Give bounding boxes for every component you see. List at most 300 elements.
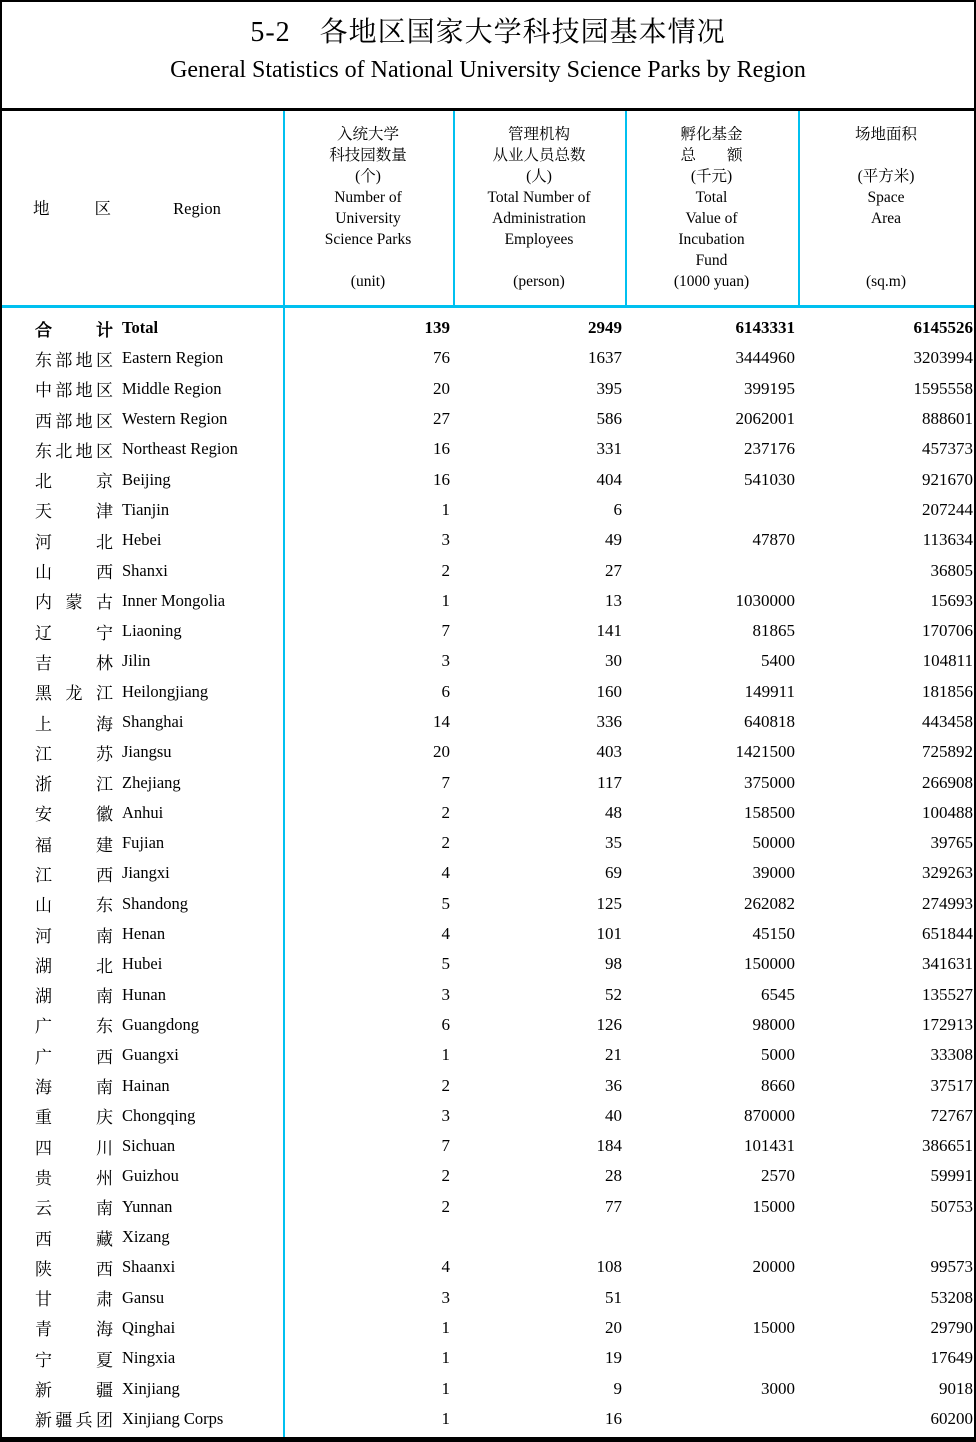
- table-row: [2, 1283, 974, 1313]
- region-name-en: Shanghai: [122, 712, 184, 731]
- region-name-en: Guizhou: [122, 1166, 179, 1186]
- region-cell: [2, 1194, 283, 1219]
- cell-parks: 1: [441, 1317, 450, 1337]
- cell-area: 386651: [922, 1136, 973, 1156]
- cell-fund: 39000: [752, 863, 795, 883]
- cell-employees: 2949: [588, 318, 622, 338]
- region-name-zh: 重 庆: [35, 1108, 113, 1128]
- header-line: University: [335, 210, 401, 227]
- table-row: [2, 919, 974, 949]
- region-cell: [2, 800, 283, 825]
- table-title-en: General Statistics of National University Science Parks by Region: [170, 57, 806, 83]
- region-name-zh: 贵 州: [35, 1168, 113, 1188]
- cell-fund: 6143331: [735, 318, 795, 338]
- region-name-en: Xinjiang Corps: [122, 1408, 224, 1428]
- body-column-rule: [283, 308, 285, 1442]
- cell-employees: 395: [596, 378, 622, 398]
- region-name-en: Hainan: [122, 1075, 170, 1095]
- region-name-zh: 云 南: [35, 1199, 113, 1219]
- region-cell: [2, 770, 283, 795]
- region-cell: [2, 467, 283, 492]
- region-cell: [2, 558, 283, 583]
- cell-employees: 1637: [588, 348, 622, 368]
- cell-employees: 20: [605, 1317, 622, 1337]
- cell-fund: 149911: [744, 681, 795, 701]
- region-cell: [2, 1255, 283, 1280]
- header-line: Incubation: [678, 231, 745, 248]
- cell-area: 651844: [922, 924, 973, 944]
- cell-area: 33308: [930, 1045, 973, 1065]
- cell-fund: 158500: [744, 802, 795, 822]
- region-cell: [2, 1103, 283, 1128]
- header-line: (person): [513, 273, 565, 290]
- header-col-parks: [283, 111, 453, 305]
- header-line: (1000 yuan): [673, 273, 750, 290]
- region-name-en: Xinjiang: [122, 1378, 180, 1398]
- cell-parks: 2: [441, 1075, 450, 1095]
- cell-parks: 139: [424, 318, 450, 338]
- region-name-zh: 江 苏: [35, 744, 113, 764]
- region-cell: [2, 1073, 283, 1098]
- region-name-zh: 江 西: [35, 865, 113, 885]
- cell-area: 172913: [922, 1014, 973, 1034]
- region-cell: [2, 1164, 283, 1189]
- cell-area: 50753: [930, 1196, 973, 1216]
- table-row: [2, 1010, 974, 1040]
- cell-employees: 40: [605, 1105, 622, 1125]
- region-name-zh: 新 疆: [35, 1381, 113, 1401]
- table-row: [2, 1252, 974, 1282]
- cell-employees: 77: [605, 1196, 622, 1216]
- cell-area: 6145526: [913, 318, 973, 338]
- table-row: [2, 1404, 974, 1434]
- cell-area: 29790: [930, 1317, 973, 1337]
- header-line: 管理机构: [507, 126, 570, 143]
- table-body: [2, 308, 974, 1442]
- cell-employees: 125: [596, 893, 622, 913]
- cell-employees: 13: [605, 590, 622, 610]
- cell-fund: 262082: [744, 893, 795, 913]
- cell-parks: 7: [441, 772, 450, 792]
- header-line: Employees: [504, 231, 574, 248]
- cell-employees: 49: [605, 530, 622, 550]
- table-row: [2, 1070, 974, 1100]
- region-name-zh: 湖 北: [35, 956, 113, 976]
- cell-fund: 5000: [761, 1045, 795, 1065]
- cell-fund: 150000: [744, 954, 795, 974]
- cell-parks: 4: [441, 1257, 450, 1277]
- cell-area: 1595558: [913, 378, 973, 398]
- header-region: [2, 111, 283, 305]
- cell-parks: 16: [433, 439, 450, 459]
- cell-area: 207244: [922, 499, 973, 519]
- region-name-en: Beijing: [122, 469, 171, 489]
- header-line: (人): [526, 168, 552, 185]
- header-line: [453, 250, 625, 271]
- cell-fund: 47870: [752, 530, 795, 550]
- cell-employees: 9: [613, 1378, 622, 1398]
- region-name-zh: 甘 肃: [35, 1290, 113, 1310]
- region-cell: [2, 1134, 283, 1159]
- region-name-en: Hebei: [122, 530, 162, 550]
- cell-area: 274993: [922, 893, 973, 913]
- table-row: [2, 677, 974, 707]
- cell-parks: 1: [441, 1408, 450, 1428]
- region-cell: [2, 891, 283, 916]
- header-line: [798, 145, 974, 166]
- region-cell: [2, 710, 283, 735]
- region-name-zh: 陕 西: [35, 1259, 113, 1279]
- region-name-en: Chongqing: [122, 1105, 196, 1125]
- region-name-zh: 新 疆 兵 团: [35, 1411, 113, 1431]
- cell-employees: 98: [605, 954, 622, 974]
- cell-parks: 3: [441, 1105, 450, 1125]
- header-line: (sq.m): [865, 273, 907, 290]
- region-name-en: Yunnan: [122, 1196, 173, 1216]
- header-line: Total: [695, 189, 728, 206]
- cell-employees: 184: [596, 1136, 622, 1156]
- region-name-zh: 上 海: [35, 714, 113, 734]
- cell-fund: 399195: [744, 378, 795, 398]
- header-region-en: Region: [173, 198, 221, 218]
- cell-fund: 20000: [752, 1257, 795, 1277]
- table-row: [2, 1373, 974, 1403]
- region-name-en: Tianjin: [122, 499, 170, 519]
- cell-area: 99573: [930, 1257, 973, 1277]
- region-cell: [2, 922, 283, 947]
- cell-fund: 81865: [752, 621, 795, 641]
- cell-employees: 331: [596, 439, 622, 459]
- cell-area: 9018: [939, 1378, 973, 1398]
- region-name-en: Xizang: [122, 1227, 170, 1247]
- cell-employees: 52: [605, 984, 622, 1004]
- header-line: Number of: [334, 189, 402, 206]
- table-row: [2, 767, 974, 797]
- header-line: [283, 250, 453, 271]
- table-row: [2, 616, 974, 646]
- table-row: [2, 707, 974, 737]
- cell-parks: 16: [433, 469, 450, 489]
- region-name-en: Zhejiang: [122, 772, 181, 792]
- header-line: (平方米): [857, 168, 915, 185]
- cell-area: 59991: [930, 1166, 973, 1186]
- cell-fund: 640818: [744, 712, 795, 731]
- cell-employees: 586: [596, 409, 622, 429]
- region-cell: [2, 437, 283, 462]
- cell-fund: 15000: [752, 1196, 795, 1216]
- region-name-zh: 湖 南: [35, 987, 113, 1007]
- cell-parks: 27: [433, 409, 450, 429]
- table-row: [2, 374, 974, 404]
- column-rule-4: [798, 111, 800, 305]
- header-line: Area: [870, 210, 902, 227]
- region-name-zh: 东 北 地 区: [35, 441, 113, 461]
- header-col-fund: [625, 111, 798, 305]
- cell-parks: 7: [441, 621, 450, 641]
- cell-area: 888601: [922, 409, 973, 429]
- table-row: [2, 555, 974, 585]
- table-row: [2, 586, 974, 616]
- cell-employees: 48: [605, 802, 622, 822]
- cell-area: 341631: [922, 954, 973, 974]
- table-row: [2, 525, 974, 555]
- cell-parks: 1: [441, 1378, 450, 1398]
- table-row: [2, 1343, 974, 1373]
- cell-area: 135527: [922, 984, 973, 1004]
- cell-area: 100488: [922, 802, 973, 822]
- region-cell: [2, 1012, 283, 1037]
- table-row: [2, 737, 974, 767]
- region-name-zh: 海 南: [35, 1078, 113, 1098]
- header-col-employees: [453, 111, 625, 305]
- cell-area: 37517: [930, 1075, 973, 1095]
- cell-parks: 2: [441, 1166, 450, 1186]
- region-cell: [2, 619, 283, 644]
- cell-employees: 108: [596, 1257, 622, 1277]
- column-rule-3: [625, 111, 627, 305]
- table-title-zh: 5-2 各地区国家大学科技园基本情况: [250, 17, 726, 48]
- region-name-en: Guangdong: [122, 1014, 199, 1034]
- cell-area: 17649: [930, 1348, 973, 1368]
- cell-employees: 69: [605, 863, 622, 883]
- cell-fund: 3000: [761, 1378, 795, 1398]
- region-name-zh: 山 东: [35, 896, 113, 916]
- region-name-zh: 西 部 地 区: [35, 411, 113, 431]
- cell-fund: 50000: [752, 833, 795, 853]
- region-name-zh: 四 川: [35, 1138, 113, 1158]
- cell-fund: 6545: [761, 984, 795, 1004]
- cell-area: 725892: [922, 742, 973, 762]
- region-cell: [2, 497, 283, 522]
- region-name-en: Shanxi: [122, 560, 168, 580]
- region-cell: [2, 861, 283, 886]
- column-rule-2: [453, 111, 455, 305]
- header-line: 从业人员总数: [492, 147, 586, 164]
- cell-area: 36805: [930, 560, 973, 580]
- cell-area: 39765: [930, 833, 973, 853]
- region-name-en: Shandong: [122, 893, 188, 913]
- cell-fund: 5400: [761, 651, 795, 671]
- header-line: Total Number of: [487, 189, 591, 206]
- region-cell: [2, 407, 283, 432]
- table-row: [2, 828, 974, 858]
- region-name-en: Total: [122, 318, 159, 338]
- region-name-en: Heilongjiang: [122, 681, 209, 701]
- table-row: [2, 343, 974, 373]
- table-row: [2, 313, 974, 343]
- cell-fund: 1030000: [735, 590, 795, 610]
- cell-parks: 4: [441, 863, 450, 883]
- cell-employees: 404: [596, 469, 622, 489]
- cell-parks: 1: [441, 1348, 450, 1368]
- region-name-en: Northeast Region: [122, 439, 238, 459]
- region-name-en: Ningxia: [122, 1348, 176, 1368]
- cell-parks: 2: [441, 802, 450, 822]
- cell-employees: 30: [605, 651, 622, 671]
- cell-area: 3203994: [913, 348, 973, 368]
- table-row: [2, 1222, 974, 1252]
- region-name-en: Western Region: [122, 409, 228, 429]
- region-cell: [2, 831, 283, 856]
- region-name-zh: 西 藏: [35, 1229, 113, 1249]
- header-line: 孵化基金: [680, 126, 743, 143]
- table-row: [2, 434, 974, 464]
- cell-employees: 16: [605, 1408, 622, 1428]
- cell-employees: 19: [605, 1348, 622, 1368]
- header-line: (千元): [690, 168, 733, 185]
- cell-employees: 51: [605, 1287, 622, 1307]
- region-cell: [2, 1315, 283, 1340]
- table-title-block: [2, 2, 974, 111]
- cell-fund: 3444960: [735, 348, 795, 368]
- region-cell: [2, 679, 283, 704]
- region-cell: [2, 1043, 283, 1068]
- cell-area: 104811: [922, 651, 973, 671]
- cell-employees: 160: [596, 681, 622, 701]
- region-name-zh: 合 计: [35, 320, 113, 340]
- region-name-zh: 安 徽: [35, 805, 113, 825]
- region-name-en: Inner Mongolia: [122, 590, 226, 610]
- region-name-zh: 北 京: [35, 472, 113, 492]
- cell-parks: 3: [441, 530, 450, 550]
- region-name-zh: 吉 林: [35, 653, 113, 673]
- region-name-en: Shaanxi: [122, 1257, 176, 1277]
- region-cell: [2, 649, 283, 674]
- region-cell: [2, 1376, 283, 1401]
- cell-parks: 2: [441, 833, 450, 853]
- cell-area: 15693: [930, 590, 973, 610]
- region-name-en: Middle Region: [122, 378, 222, 398]
- cell-fund: 45150: [752, 924, 795, 944]
- table-row: [2, 646, 974, 676]
- cell-parks: 4: [441, 924, 450, 944]
- region-cell: [2, 376, 283, 401]
- cell-parks: 6: [441, 681, 450, 701]
- region-name-zh: 浙 江: [35, 775, 113, 795]
- region-cell: [2, 528, 283, 553]
- cell-area: 181856: [922, 681, 973, 701]
- region-name-zh: 中 部 地 区: [35, 381, 113, 401]
- region-name-en: Gansu: [122, 1287, 165, 1307]
- header-line: 场地面积: [854, 126, 917, 143]
- table-row: [2, 980, 974, 1010]
- region-name-zh: 东 部 地 区: [35, 350, 113, 370]
- table-header: [2, 111, 974, 308]
- region-cell: [2, 952, 283, 977]
- table-row: [2, 1192, 974, 1222]
- region-name-zh: 河 北: [35, 532, 113, 552]
- cell-fund: 237176: [744, 439, 795, 459]
- cell-employees: 27: [605, 560, 622, 580]
- cell-employees: 21: [605, 1045, 622, 1065]
- table-row: [2, 858, 974, 888]
- table-row: [2, 1161, 974, 1191]
- region-name-zh: 山 西: [35, 563, 113, 583]
- region-cell: [2, 346, 283, 371]
- region-name-zh: 宁 夏: [35, 1350, 113, 1370]
- region-name-zh: 福 建: [35, 835, 113, 855]
- cell-parks: 1: [441, 590, 450, 610]
- cell-employees: 403: [596, 742, 622, 762]
- cell-area: 72767: [930, 1105, 973, 1125]
- cell-fund: 2062001: [735, 409, 795, 429]
- cell-area: 53208: [930, 1287, 973, 1307]
- region-cell: [2, 1346, 283, 1371]
- cell-employees: 117: [597, 772, 622, 792]
- header-line: 科技园数量: [329, 147, 407, 164]
- cell-parks: 5: [441, 893, 450, 913]
- region-name-en: Qinghai: [122, 1317, 176, 1337]
- cell-parks: 6: [441, 1014, 450, 1034]
- table-row: [2, 1131, 974, 1161]
- header-line: (unit): [350, 273, 386, 290]
- table-row: [2, 889, 974, 919]
- header-line: [798, 229, 974, 250]
- cell-parks: 2: [441, 1196, 450, 1216]
- cell-employees: 36: [605, 1075, 622, 1095]
- cell-fund: 98000: [752, 1014, 795, 1034]
- table-row: [2, 1313, 974, 1343]
- table-row: [2, 798, 974, 828]
- cell-parks: 5: [441, 954, 450, 974]
- table-row: [2, 404, 974, 434]
- region-name-en: Hunan: [122, 984, 166, 1004]
- cell-fund: 870000: [744, 1105, 795, 1125]
- region-name-en: Fujian: [122, 833, 165, 853]
- header-line: [798, 250, 974, 271]
- cell-area: 60200: [930, 1408, 973, 1428]
- cell-parks: 1: [441, 1045, 450, 1065]
- header-line: (个): [355, 168, 381, 185]
- cell-employees: 35: [605, 833, 622, 853]
- cell-area: 457373: [922, 439, 973, 459]
- region-cell: [2, 740, 283, 765]
- region-name-en: Anhui: [122, 802, 164, 822]
- table-row: [2, 949, 974, 979]
- header-line: Science Parks: [324, 231, 412, 248]
- table-row: [2, 1101, 974, 1131]
- column-rule-1: [283, 111, 285, 305]
- region-name-en: Jilin: [122, 651, 151, 671]
- cell-employees: 336: [596, 712, 622, 731]
- header-line: Space: [867, 189, 905, 206]
- cell-parks: 7: [441, 1136, 450, 1156]
- region-cell: [2, 1285, 283, 1310]
- table-row: [2, 495, 974, 525]
- cell-employees: 6: [613, 499, 622, 519]
- region-name-en: Hubei: [122, 954, 163, 974]
- cell-fund: 101431: [744, 1136, 795, 1156]
- cell-area: 113634: [922, 530, 973, 550]
- cell-fund: 8660: [761, 1075, 795, 1095]
- region-name-zh: 内 蒙 古: [35, 593, 113, 613]
- region-name-en: Jiangsu: [122, 742, 172, 762]
- header-line: Administration: [492, 210, 586, 227]
- cell-parks: 20: [433, 742, 450, 762]
- cell-employees: 28: [605, 1166, 622, 1186]
- cell-parks: 14: [433, 712, 450, 731]
- cell-area: 170706: [922, 621, 973, 641]
- region-cell: [2, 316, 283, 341]
- cell-fund: 1421500: [735, 742, 795, 762]
- cell-fund: 541030: [744, 469, 795, 489]
- region-name-zh: 辽 宁: [35, 623, 113, 643]
- region-name-zh: 青 海: [35, 1320, 113, 1340]
- cell-area: 329263: [922, 863, 973, 883]
- header-line: 入统大学: [336, 126, 399, 143]
- cell-area: 443458: [922, 712, 973, 731]
- region-name-zh: 黑 龙 江: [35, 684, 113, 704]
